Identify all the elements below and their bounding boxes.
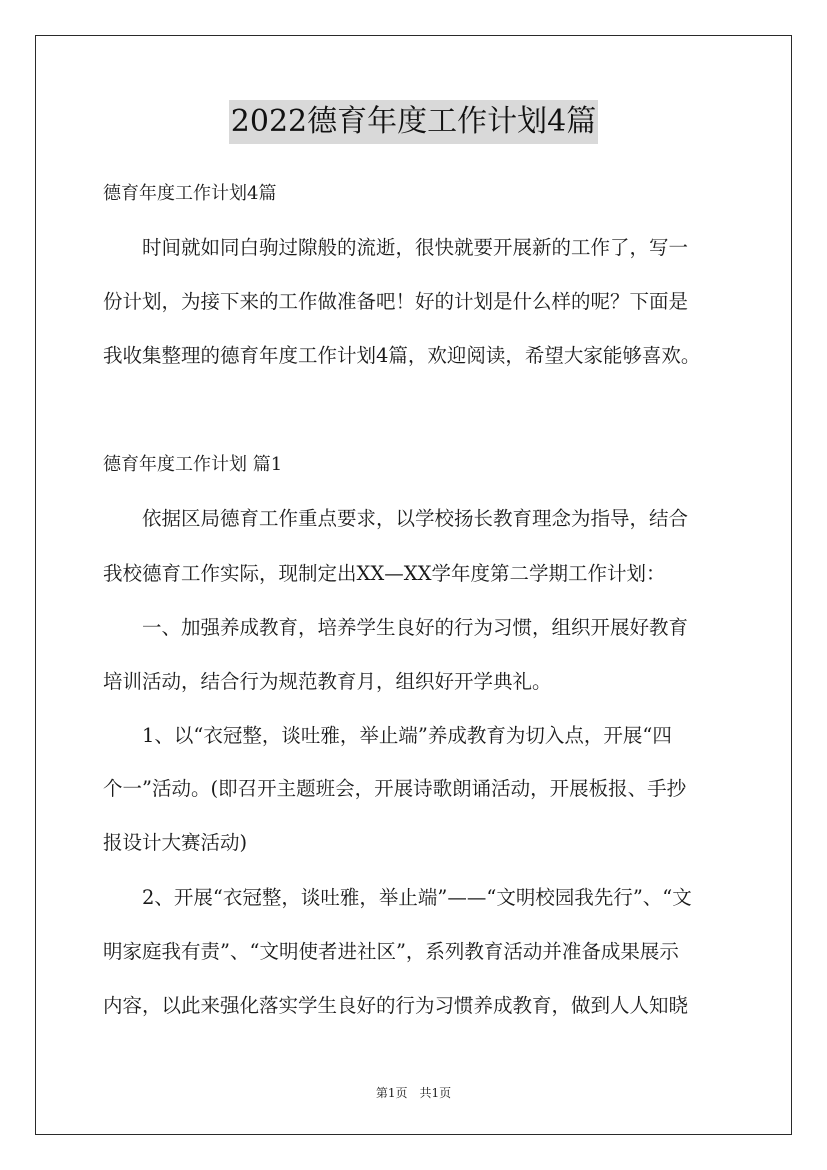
paragraph-line: 2、开展“衣冠整，谈吐雅，举止端”——“文明校园我先行”、“文	[103, 886, 692, 909]
document-title: 2022德育年度工作计划4篇	[229, 100, 598, 144]
paragraph-line: 明家庭我有责”、“文明使者进社区”，系列教育活动并准备成果展示	[103, 940, 679, 963]
paragraph-line: 依据区局德育工作重点要求，以学校扬长教育理念为指导，结合	[103, 507, 689, 530]
paragraph-line: 我收集整理的德育年度工作计划4篇，欢迎阅读，希望大家能够喜欢。	[103, 344, 701, 367]
paragraph-line: 份计划，为接下来的工作做准备吧！好的计划是什么样的呢？下面是	[103, 290, 689, 313]
paragraph-line: 1、以“衣冠整，谈吐雅，举止端”养成教育为切入点，开展“四	[103, 724, 672, 747]
section-heading: 德育年度工作计划 篇1	[103, 454, 283, 475]
paragraph-line: 个一”活动。(即召开主题班会，开展诗歌朗诵活动，开展板报、手抄	[103, 777, 687, 800]
paragraph-line: 报设计大赛活动)	[103, 831, 248, 854]
title-container	[0, 100, 827, 144]
page-footer: 第1页 共1页	[375, 1086, 452, 1100]
paragraph-line: 一、加强养成教育，培养学生良好的行为习惯，组织开展好教育	[103, 616, 689, 639]
paragraph-line: 我校德育工作实际，现制定出XX—XX学年度第二学期工作计划：	[103, 562, 666, 585]
subtitle-line: 德育年度工作计划4篇	[103, 183, 277, 204]
paragraph-line: 时间就如同白驹过隙般的流逝，很快就要开展新的工作了，写一	[103, 236, 689, 259]
paragraph-line: 培训活动，结合行为规范教育月，组织好开学典礼。	[103, 670, 552, 693]
paragraph-line: 内容，以此来强化落实学生良好的行为习惯养成教育，做到人人知晓	[103, 994, 689, 1017]
